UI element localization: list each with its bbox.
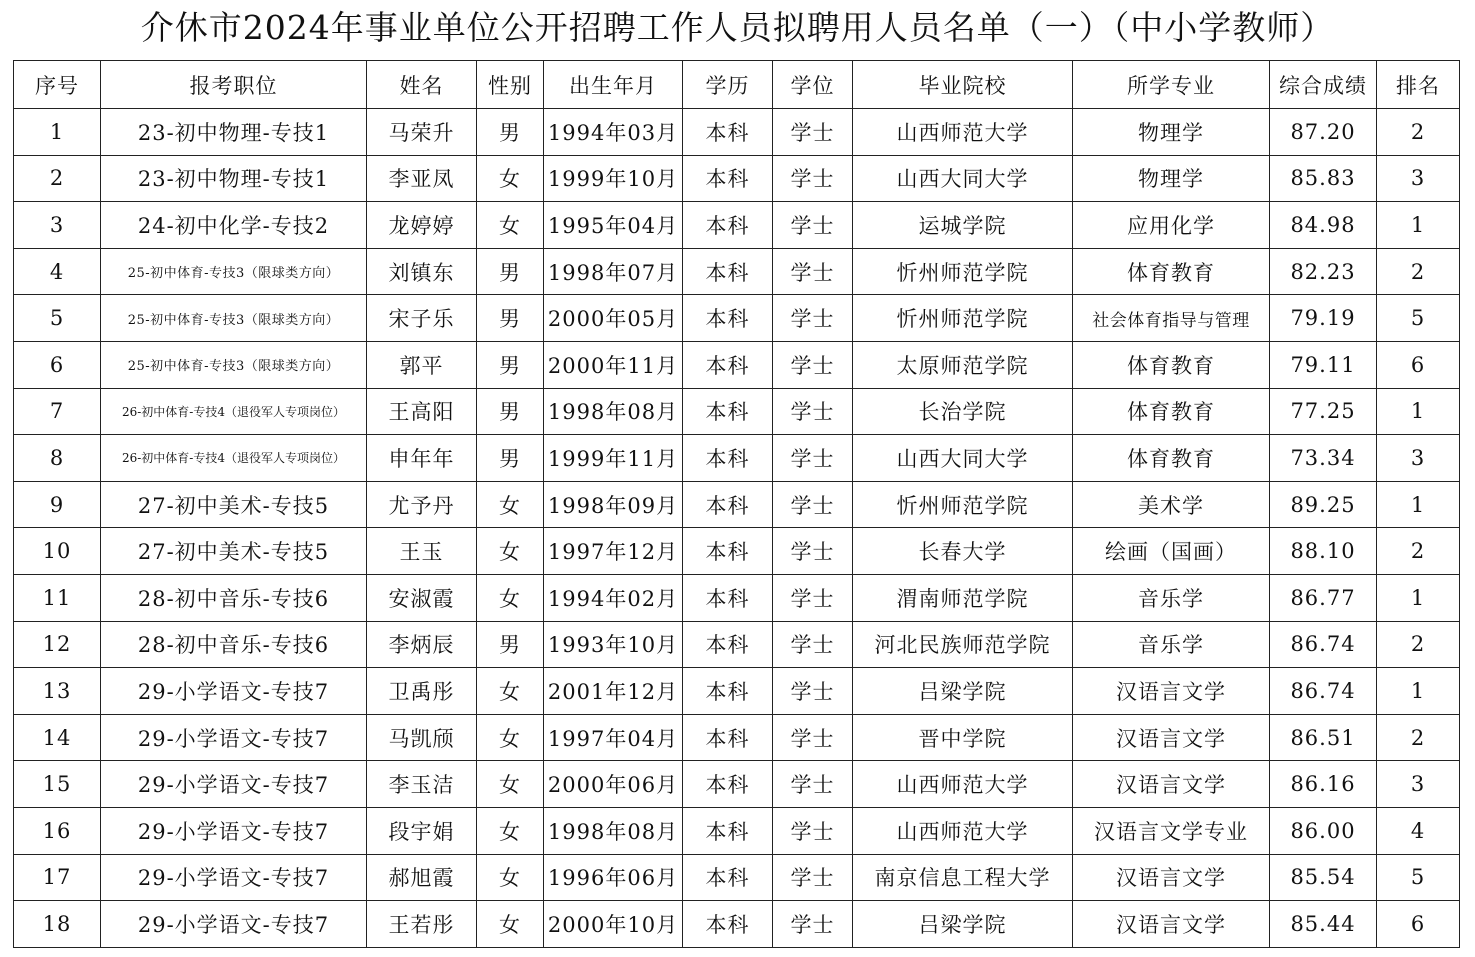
cell-major: 体育教育 [1073,388,1270,435]
cell-rank: 5 [1377,854,1460,901]
cell-position: 29-小学语文-专技7 [101,714,367,761]
cell-position: 28-初中音乐-专技6 [101,621,367,668]
cell-gender: 女 [477,202,544,249]
cell-seq-no: 15 [14,761,101,808]
cell-education: 本科 [683,435,773,482]
cell-score: 86.00 [1270,807,1377,854]
cell-position: 23-初中物理-专技1 [101,109,367,156]
cell-birth-date: 1998年08月 [544,807,683,854]
cell-degree: 学士 [773,481,853,528]
cell-rank: 2 [1377,109,1460,156]
cell-school: 忻州师范学院 [853,295,1073,342]
cell-major: 汉语言文学 [1073,668,1270,715]
cell-rank: 3 [1377,435,1460,482]
cell-birth-date: 1997年04月 [544,714,683,761]
cell-rank: 2 [1377,621,1460,668]
cell-birth-date: 2000年05月 [544,295,683,342]
cell-rank: 1 [1377,202,1460,249]
cell-education: 本科 [683,109,773,156]
table-row [14,435,1460,482]
cell-seq-no: 17 [14,854,101,901]
cell-degree: 学士 [773,901,853,948]
cell-score: 79.19 [1270,295,1377,342]
cell-degree: 学士 [773,435,853,482]
cell-name: 马荣升 [367,109,477,156]
cell-major: 绘画（国画） [1073,528,1270,575]
cell-seq-no: 4 [14,248,101,295]
cell-gender: 女 [477,528,544,575]
cell-school: 山西师范大学 [853,807,1073,854]
cell-seq-no: 5 [14,295,101,342]
header-score: 综合成绩 [1270,61,1377,109]
cell-birth-date: 1994年02月 [544,574,683,621]
cell-degree: 学士 [773,621,853,668]
cell-rank: 1 [1377,388,1460,435]
cell-gender: 男 [477,109,544,156]
header-degree: 学位 [773,61,853,109]
table-row [14,761,1460,808]
header-seq-no: 序号 [14,61,101,109]
table-row [14,481,1460,528]
header-gender: 性别 [477,61,544,109]
cell-position: 27-初中美术-专技5 [101,481,367,528]
table-row [14,854,1460,901]
table-row [14,714,1460,761]
cell-major: 物理学 [1073,109,1270,156]
cell-education: 本科 [683,854,773,901]
cell-birth-date: 1999年10月 [544,155,683,202]
cell-score: 86.77 [1270,574,1377,621]
cell-school: 山西师范大学 [853,761,1073,808]
cell-education: 本科 [683,574,773,621]
table-row [14,807,1460,854]
cell-score: 88.10 [1270,528,1377,575]
cell-major: 汉语言文学 [1073,854,1270,901]
cell-seq-no: 1 [14,109,101,156]
cell-position: 25-初中体育-专技3（限球类方向） [101,341,367,388]
cell-school: 忻州师范学院 [853,481,1073,528]
cell-score: 86.74 [1270,621,1377,668]
cell-major: 音乐学 [1073,621,1270,668]
cell-rank: 1 [1377,668,1460,715]
cell-position: 26-初中体育-专技4（退役军人专项岗位） [101,435,367,482]
cell-degree: 学士 [773,202,853,249]
cell-major: 体育教育 [1073,248,1270,295]
cell-score: 82.23 [1270,248,1377,295]
cell-seq-no: 12 [14,621,101,668]
cell-score: 77.25 [1270,388,1377,435]
table-row [14,528,1460,575]
cell-score: 86.16 [1270,761,1377,808]
cell-rank: 5 [1377,295,1460,342]
cell-birth-date: 1999年11月 [544,435,683,482]
cell-rank: 3 [1377,761,1460,808]
cell-rank: 1 [1377,481,1460,528]
cell-position: 29-小学语文-专技7 [101,807,367,854]
header-name: 姓名 [367,61,477,109]
cell-school: 河北民族师范学院 [853,621,1073,668]
cell-seq-no: 13 [14,668,101,715]
cell-position: 29-小学语文-专技7 [101,901,367,948]
cell-birth-date: 1994年03月 [544,109,683,156]
cell-birth-date: 2000年06月 [544,761,683,808]
cell-seq-no: 16 [14,807,101,854]
table-row [14,248,1460,295]
cell-major: 汉语言文学 [1073,761,1270,808]
table-row [14,109,1460,156]
cell-gender: 女 [477,901,544,948]
cell-major: 汉语言文学专业 [1073,807,1270,854]
cell-school: 长治学院 [853,388,1073,435]
cell-rank: 6 [1377,901,1460,948]
cell-major: 汉语言文学 [1073,901,1270,948]
cell-position: 26-初中体育-专技4（退役军人专项岗位） [101,388,367,435]
cell-school: 长春大学 [853,528,1073,575]
cell-score: 86.51 [1270,714,1377,761]
table-header-row [14,61,1460,109]
header-rank: 排名 [1377,61,1460,109]
table-row [14,341,1460,388]
cell-education: 本科 [683,621,773,668]
cell-school: 太原师范学院 [853,341,1073,388]
cell-degree: 学士 [773,761,853,808]
document-title: 介休市2024年事业单位公开招聘工作人员拟聘用人员名单（一）（中小学教师） [140,8,1335,47]
cell-name: 尤予丹 [367,481,477,528]
cell-score: 86.74 [1270,668,1377,715]
cell-school: 晋中学院 [853,714,1073,761]
cell-name: 王玉 [367,528,477,575]
cell-gender: 女 [477,574,544,621]
cell-gender: 男 [477,341,544,388]
cell-degree: 学士 [773,109,853,156]
cell-gender: 男 [477,388,544,435]
cell-degree: 学士 [773,388,853,435]
cell-name: 李亚凤 [367,155,477,202]
cell-name: 王高阳 [367,388,477,435]
table-row [14,295,1460,342]
cell-name: 宋子乐 [367,295,477,342]
cell-education: 本科 [683,668,773,715]
cell-education: 本科 [683,155,773,202]
cell-name: 刘镇东 [367,248,477,295]
cell-gender: 女 [477,155,544,202]
cell-score: 84.98 [1270,202,1377,249]
cell-seq-no: 8 [14,435,101,482]
cell-gender: 女 [477,481,544,528]
cell-rank: 2 [1377,248,1460,295]
cell-degree: 学士 [773,668,853,715]
cell-major: 应用化学 [1073,202,1270,249]
cell-position: 24-初中化学-专技2 [101,202,367,249]
table-row [14,155,1460,202]
cell-gender: 女 [477,807,544,854]
cell-education: 本科 [683,761,773,808]
header-education: 学历 [683,61,773,109]
cell-education: 本科 [683,807,773,854]
cell-score: 85.83 [1270,155,1377,202]
cell-name: 申年年 [367,435,477,482]
cell-education: 本科 [683,341,773,388]
cell-position: 27-初中美术-专技5 [101,528,367,575]
cell-name: 段宇娟 [367,807,477,854]
cell-position: 29-小学语文-专技7 [101,668,367,715]
cell-gender: 男 [477,435,544,482]
cell-rank: 2 [1377,714,1460,761]
cell-major: 社会体育指导与管理 [1073,295,1270,342]
cell-rank: 1 [1377,574,1460,621]
cell-score: 73.34 [1270,435,1377,482]
cell-degree: 学士 [773,295,853,342]
cell-gender: 男 [477,621,544,668]
cell-name: 李炳辰 [367,621,477,668]
cell-degree: 学士 [773,248,853,295]
cell-degree: 学士 [773,574,853,621]
cell-degree: 学士 [773,341,853,388]
cell-education: 本科 [683,901,773,948]
table-body [14,109,1460,948]
cell-gender: 女 [477,668,544,715]
cell-gender: 女 [477,714,544,761]
cell-rank: 2 [1377,528,1460,575]
cell-school: 吕梁学院 [853,901,1073,948]
cell-school: 渭南师范学院 [853,574,1073,621]
cell-degree: 学士 [773,528,853,575]
header-birth-date: 出生年月 [544,61,683,109]
cell-name: 李玉洁 [367,761,477,808]
cell-degree: 学士 [773,714,853,761]
cell-school: 吕梁学院 [853,668,1073,715]
table-row [14,388,1460,435]
cell-score: 79.11 [1270,341,1377,388]
cell-score: 89.25 [1270,481,1377,528]
cell-rank: 6 [1377,341,1460,388]
cell-major: 体育教育 [1073,435,1270,482]
cell-birth-date: 2000年11月 [544,341,683,388]
cell-name: 安淑霞 [367,574,477,621]
cell-gender: 男 [477,248,544,295]
cell-degree: 学士 [773,854,853,901]
cell-seq-no: 11 [14,574,101,621]
cell-score: 87.20 [1270,109,1377,156]
cell-seq-no: 7 [14,388,101,435]
table-row [14,621,1460,668]
cell-name: 卫禹彤 [367,668,477,715]
cell-birth-date: 1998年08月 [544,388,683,435]
cell-birth-date: 1993年10月 [544,621,683,668]
cell-position: 29-小学语文-专技7 [101,761,367,808]
cell-gender: 女 [477,854,544,901]
cell-school: 忻州师范学院 [853,248,1073,295]
cell-seq-no: 10 [14,528,101,575]
cell-score: 85.44 [1270,901,1377,948]
cell-seq-no: 2 [14,155,101,202]
cell-seq-no: 18 [14,901,101,948]
cell-education: 本科 [683,248,773,295]
cell-school: 山西大同大学 [853,155,1073,202]
header-school: 毕业院校 [853,61,1073,109]
table-row [14,202,1460,249]
cell-major: 美术学 [1073,481,1270,528]
cell-birth-date: 1995年04月 [544,202,683,249]
cell-seq-no: 3 [14,202,101,249]
cell-position: 23-初中物理-专技1 [101,155,367,202]
cell-major: 汉语言文学 [1073,714,1270,761]
cell-school: 山西师范大学 [853,109,1073,156]
cell-name: 龙婷婷 [367,202,477,249]
table-row [14,574,1460,621]
cell-education: 本科 [683,202,773,249]
cell-major: 体育教育 [1073,341,1270,388]
cell-birth-date: 2001年12月 [544,668,683,715]
cell-gender: 女 [477,761,544,808]
cell-school: 运城学院 [853,202,1073,249]
cell-rank: 3 [1377,155,1460,202]
cell-birth-date: 2000年10月 [544,901,683,948]
roster-table [13,60,1460,948]
cell-birth-date: 1998年09月 [544,481,683,528]
cell-education: 本科 [683,295,773,342]
cell-birth-date: 1997年12月 [544,528,683,575]
header-major: 所学专业 [1073,61,1270,109]
cell-education: 本科 [683,714,773,761]
cell-degree: 学士 [773,155,853,202]
header-position: 报考职位 [101,61,367,109]
cell-seq-no: 9 [14,481,101,528]
cell-position: 29-小学语文-专技7 [101,854,367,901]
cell-education: 本科 [683,481,773,528]
table-row [14,901,1460,948]
cell-school: 南京信息工程大学 [853,854,1073,901]
cell-name: 郭平 [367,341,477,388]
cell-rank: 4 [1377,807,1460,854]
cell-position: 25-初中体育-专技3（限球类方向） [101,295,367,342]
cell-name: 王若彤 [367,901,477,948]
cell-major: 物理学 [1073,155,1270,202]
cell-name: 马凯颀 [367,714,477,761]
cell-score: 85.54 [1270,854,1377,901]
cell-education: 本科 [683,388,773,435]
cell-degree: 学士 [773,807,853,854]
cell-birth-date: 1996年06月 [544,854,683,901]
table-row [14,668,1460,715]
cell-major: 音乐学 [1073,574,1270,621]
cell-seq-no: 6 [14,341,101,388]
cell-birth-date: 1998年07月 [544,248,683,295]
cell-position: 28-初中音乐-专技6 [101,574,367,621]
cell-name: 郝旭霞 [367,854,477,901]
cell-gender: 男 [477,295,544,342]
cell-position: 25-初中体育-专技3（限球类方向） [101,248,367,295]
cell-education: 本科 [683,528,773,575]
cell-school: 山西大同大学 [853,435,1073,482]
cell-seq-no: 14 [14,714,101,761]
